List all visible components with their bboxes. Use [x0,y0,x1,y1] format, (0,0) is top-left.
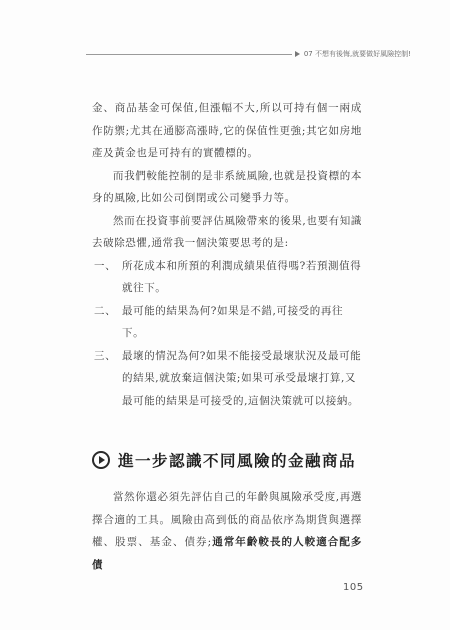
closing-text [92,486,362,576]
list-number: 一、 [94,259,117,272]
list-number: 二、 [94,304,117,317]
decision-list [92,255,362,413]
list-number: 三、 [94,349,117,362]
bold-emphasis: 通常年齡較長的人較適合配多債 [92,536,362,571]
running-header [86,46,411,62]
list-item [94,300,362,345]
list-text: 最可能的結果為何?如果是不錯,可接受的再往下。 [122,304,344,339]
arrow-icon [295,51,300,57]
body-text [92,97,362,412]
paragraph [92,486,362,576]
running-title: 07 不想有後悔,就要做好風險控制! [303,50,411,58]
paragraph: 金、商品基金可保值,但漲幅不大,所以可持有個一兩成作防禦;尤其在通膨高漲時,它的保值性更強;其它如房地產及黃金也是可持有的實體標的。 [92,102,362,159]
play-circle-icon [92,451,110,469]
closing-sentence: 當然你還必須先評估自己的年齡與風險承受度,再選擇合適的工具。風險由高到低的商品依序為期貨與選擇權、股票、基金、債券; [92,491,362,548]
page-number: 105 [343,582,364,593]
paragraph: 而我們較能控制的是非系統風險,也就是投資標的本身的風險,比如公司倒閉或公司變爭力等。 [92,169,362,204]
list-text: 最壞的情況為何?如果不能接受最壞狀況及最可能的結果,就放棄這個決策;如果可承受最壞打算,又最可能的結果是可接受的,這個決策就可以接納。 [122,349,362,407]
section-heading [92,447,382,473]
list-item [94,345,362,413]
header-rule [86,54,292,55]
paragraph: 然而在投資事前要評估風險帶來的後果,也要有知識去破除恐懼,通常我一個決策要思考的是: [92,214,362,249]
list-text: 所花成本和所預的利潤成績果值得嗎?若預測值得就往下。 [122,259,362,294]
list-item [94,255,362,300]
section-title: 進一步認識不同風險的金融商品 [118,452,357,470]
